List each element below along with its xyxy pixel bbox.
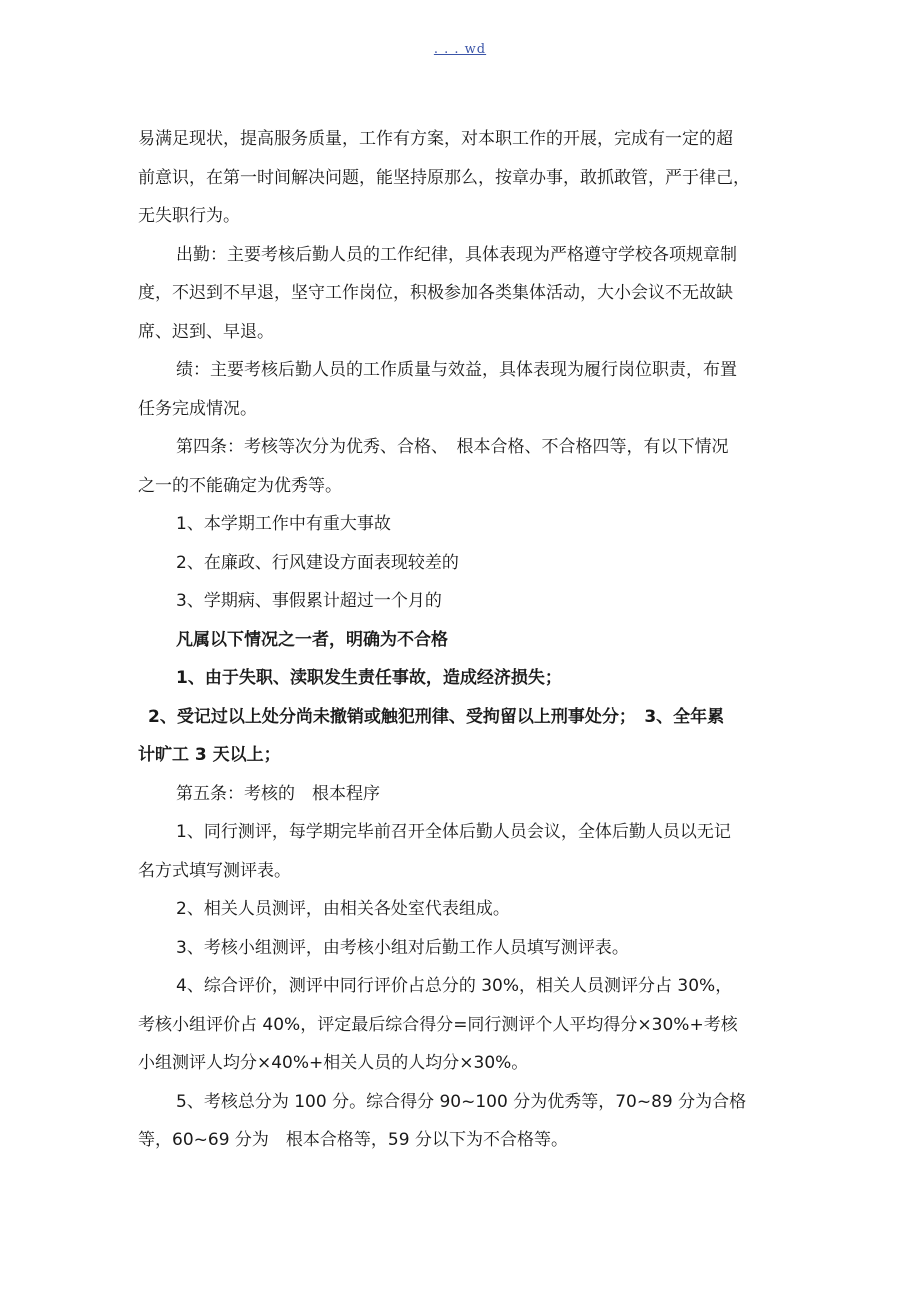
list-item: 3、学期病、事假累计超过一个月的 [176,591,442,611]
paragraph-line: 绩：主要考核后勤人员的工作质量与效益，具体表现为履行岗位职责，布置 [176,360,737,380]
list-item: 1、本学期工作中有重大事故 [176,514,391,534]
paragraph-line: 任务完成情况。 [138,398,257,419]
article-five-line: 第五条：考核的 根本程序 [176,783,380,804]
list-item: 4、综合评价，测评中同行评价占总分的 30%，相关人员测评分占 30%， [176,976,733,996]
paragraph-line: 计旷工 3 天以上； [138,745,281,765]
paragraph-line: 考核小组评价占 40%，评定最后综合得分=同行测评个人平均得分×30%+考核 [138,1014,738,1035]
list-item: 2、受记过以上处分尚未撤销或触犯刑律、受拘留以上刑事处分； 3、全年累 [148,706,725,727]
paragraph-line: 度，不迟到不早退，坚守工作岗位，积极参加各类集体活动，大小会议不无故缺 [138,283,733,303]
paragraph-line: 易满足现状，提高服务质量，工作有方案，对本职工作的开展，完成有一定的超 [138,129,733,149]
list-item: 2、在廉政、行风建设方面表现较差的 [176,552,459,573]
document-body [138,120,790,1160]
list-item: 5、考核总分为 100 分。综合得分 90~100 分为优秀等，70~89 分为合格 [176,1091,747,1112]
list-item: 1、由于失职、渎职发生责任事故，造成经济损失； [176,668,562,688]
paragraph-line: 席、迟到、早退。 [138,321,274,342]
paragraph-line: 前意识，在第一时间解决问题，能坚持原那么，按章办事，敢抓敢管，严于律己， [138,167,750,188]
list-item: 1、同行测评，每学期完毕前召开全体后勤人员会议，全体后勤人员以无记 [176,822,731,842]
paragraph-line: 等，60~69 分为 根本合格等，59 分以下为不合格等。 [138,1130,568,1150]
page-header: . . . wd [433,42,487,57]
paragraph-line: 小组测评人均分×40%+相关人员的人均分×30%。 [138,1053,529,1073]
paragraph-line: 名方式填写测评表。 [138,860,291,881]
section-heading: 凡属以下情况之一者，明确为不合格 [176,629,448,650]
list-item: 3、考核小组测评，由考核小组对后勤工作人员填写测评表。 [176,937,629,958]
article-four-line: 第四条：考核等次分为优秀、合格、 根本合格、不合格四等，有以下情况 [176,437,729,457]
paragraph-line: 无失职行为。 [138,206,240,226]
list-item: 2、相关人员测评，由相关各处室代表组成。 [176,899,510,919]
paragraph-line: 出勤：主要考核后勤人员的工作纪律，具体表现为严格遵守学校各项规章制 [176,244,737,265]
paragraph-line: 之一的不能确定为优秀等。 [138,475,342,496]
